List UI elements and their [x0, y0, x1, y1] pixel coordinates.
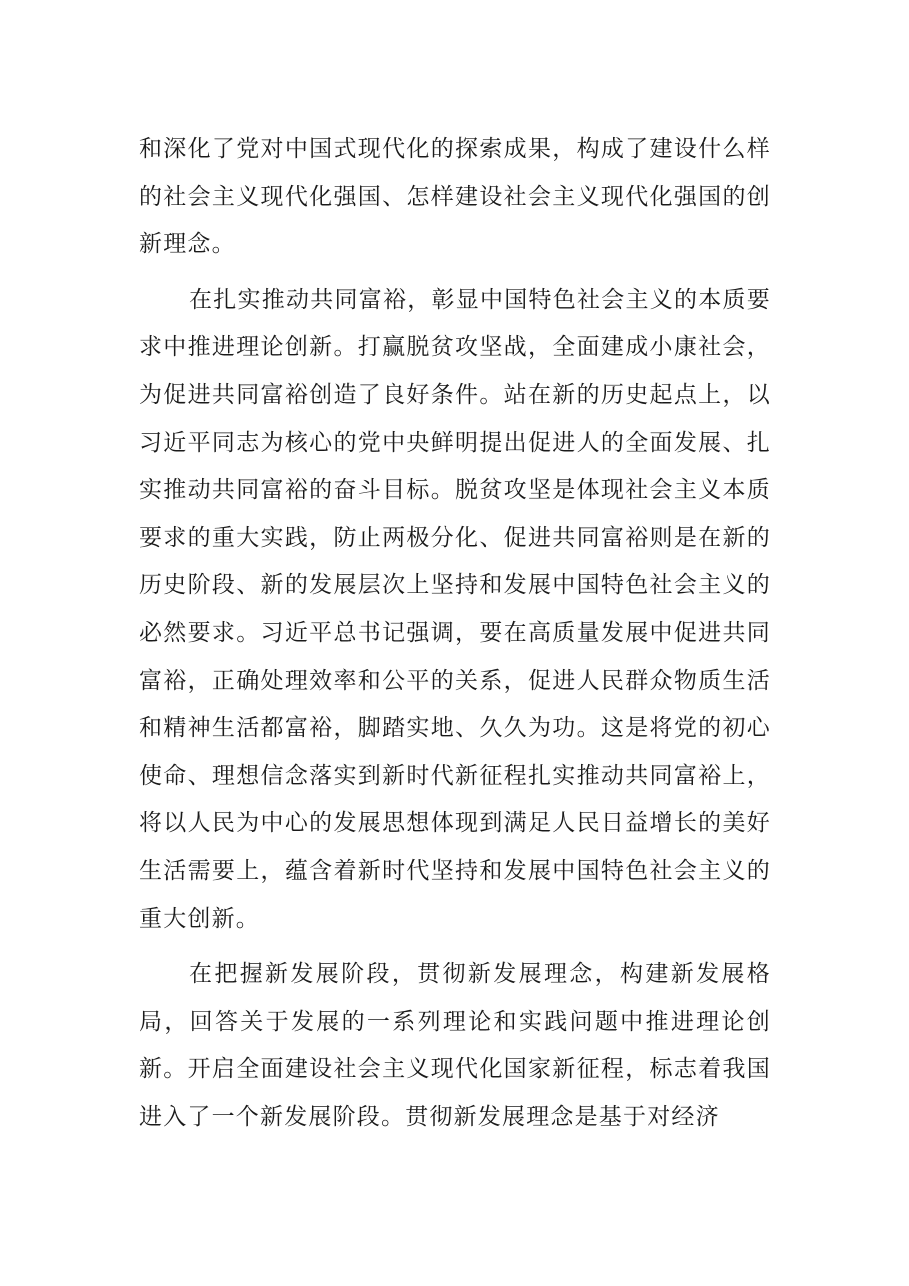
- paragraph-common-prosperity: 在扎实推动共同富裕，彰显中国特色社会主义的本质要求中推进理论创新。打赢脱贫攻坚战，全面建成小康社会，为促进共同富裕创造了良好条件。站在新的历史起点上，以习近平同志为核心的党中央鲜明提出促进人的全面发展、扎实推动共同富裕的奋斗目标。脱贫攻坚是体现社会主义本质要求的重大实践，防止两极分化、促进共同富裕则是在新的历史阶段、新的发展层次上坚持和发展中国特色社会主义的必然要求。习近平总书记强调，要在高质量发展中促进共同富裕，正确处理效率和公平的关系，促进人民群众物质生活和精神生活都富裕，脚踏实地、久久为功。这是将党的初心使命、理想信念落实到新时代新征程扎实推动共同富裕上，将以人民为中心的发展思想体现到满足人民日益增长的美好生活需要上，蕴含着新时代坚持和发展中国特色社会主义的重大创新。: [139, 286, 771, 932]
- paragraph-continuation: 和深化了党对中国式现代化的探索成果，构成了建设什么样的社会主义现代化强国、怎样建设社会主义现代化强国的创新理念。: [139, 136, 771, 258]
- paragraph-new-development-stage: 在把握新发展阶段，贯彻新发展理念，构建新发展格局，回答关于发展的一系列理论和实践问题中推进理论创新。开启全面建设社会主义现代化国家新征程，标志着我国进入了一个新发展阶段。贯彻新发展理念是基于对经济: [139, 961, 771, 1130]
- document-body: [139, 126, 771, 1141]
